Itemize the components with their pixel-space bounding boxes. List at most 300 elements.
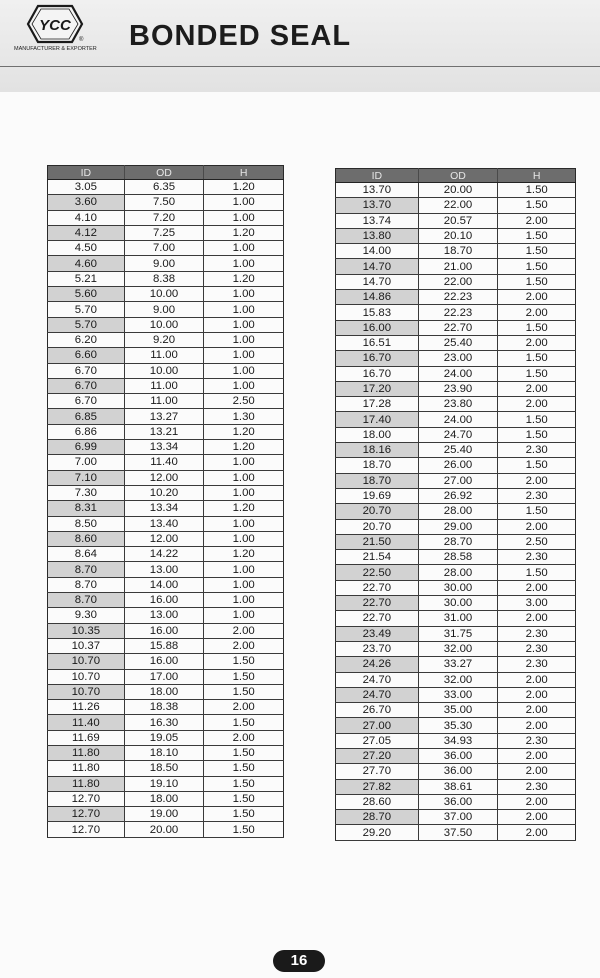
- cell-h: 1.50: [498, 244, 576, 259]
- cell-h: 1.20: [204, 547, 284, 562]
- table-row: [48, 776, 284, 791]
- seal-table-left: [47, 165, 284, 838]
- cell-id: 8.50: [48, 516, 125, 531]
- cell-id: 5.70: [48, 317, 125, 332]
- cell-id: 11.80: [48, 776, 125, 791]
- table-row: [336, 504, 576, 519]
- table-row: [48, 593, 284, 608]
- cell-id: 7.30: [48, 485, 125, 500]
- cell-h: 1.00: [204, 256, 284, 271]
- cell-od: 31.00: [418, 611, 498, 626]
- table-row: [48, 363, 284, 378]
- cell-od: 19.05: [124, 730, 204, 745]
- cell-od: 32.00: [418, 641, 498, 656]
- cell-id: 21.54: [336, 550, 419, 565]
- cell-id: 6.60: [48, 348, 125, 363]
- cell-od: 25.40: [418, 443, 498, 458]
- company-logo: [14, 4, 114, 54]
- cell-od: 32.00: [418, 672, 498, 687]
- cell-h: 1.50: [204, 669, 284, 684]
- cell-h: 2.00: [498, 305, 576, 320]
- cell-od: 22.00: [418, 198, 498, 213]
- cell-h: 2.50: [498, 534, 576, 549]
- table-row: [336, 366, 576, 381]
- table-row: [336, 534, 576, 549]
- cell-od: 24.00: [418, 412, 498, 427]
- cell-od: 30.00: [418, 596, 498, 611]
- cell-h: 1.00: [204, 455, 284, 470]
- cell-h: 2.50: [204, 394, 284, 409]
- cell-od: 26.92: [418, 488, 498, 503]
- cell-h: 2.00: [498, 580, 576, 595]
- cell-id: 17.20: [336, 381, 419, 396]
- cell-id: 19.69: [336, 488, 419, 503]
- cell-od: 25.40: [418, 335, 498, 350]
- cell-h: 1.00: [204, 577, 284, 592]
- table-row: [336, 213, 576, 228]
- cell-od: 34.93: [418, 733, 498, 748]
- table-row: [336, 611, 576, 626]
- cell-h: 2.30: [498, 779, 576, 794]
- cell-id: 3.05: [48, 180, 125, 195]
- cell-od: 19.10: [124, 776, 204, 791]
- cell-id: 10.70: [48, 684, 125, 699]
- table-row: [336, 550, 576, 565]
- cell-h: 2.00: [498, 611, 576, 626]
- cell-id: 20.70: [336, 504, 419, 519]
- cell-od: 16.00: [124, 623, 204, 638]
- cell-od: 18.00: [124, 791, 204, 806]
- column-header-h: H: [498, 169, 576, 183]
- cell-od: 7.00: [124, 241, 204, 256]
- table-row: [48, 791, 284, 806]
- cell-id: 22.70: [336, 611, 419, 626]
- cell-h: 1.20: [204, 440, 284, 455]
- cell-h: 1.00: [204, 195, 284, 210]
- cell-od: 37.00: [418, 810, 498, 825]
- table-header-row: [48, 166, 284, 180]
- table-row: [48, 531, 284, 546]
- cell-id: 22.70: [336, 596, 419, 611]
- cell-id: 13.74: [336, 213, 419, 228]
- table-row: [336, 443, 576, 458]
- table-row: [336, 519, 576, 534]
- cell-h: 1.50: [498, 412, 576, 427]
- table-row: [336, 381, 576, 396]
- column-header-od: OD: [418, 169, 498, 183]
- header-divider: [0, 66, 600, 67]
- table-row: [48, 332, 284, 347]
- cell-id: 18.70: [336, 473, 419, 488]
- cell-od: 23.00: [418, 351, 498, 366]
- cell-h: 2.00: [204, 623, 284, 638]
- cell-h: 2.30: [498, 550, 576, 565]
- cell-od: 20.10: [418, 228, 498, 243]
- cell-id: 8.60: [48, 531, 125, 546]
- cell-od: 7.25: [124, 225, 204, 240]
- cell-h: 2.00: [498, 748, 576, 763]
- cell-h: 2.00: [498, 397, 576, 412]
- cell-od: 13.21: [124, 424, 204, 439]
- table-row: [336, 397, 576, 412]
- cell-h: 1.00: [204, 287, 284, 302]
- table-row: [48, 807, 284, 822]
- logo-text: YCC: [39, 17, 71, 34]
- table-row: [48, 271, 284, 286]
- cell-id: 8.70: [48, 593, 125, 608]
- cell-od: 28.58: [418, 550, 498, 565]
- cell-id: 6.99: [48, 440, 125, 455]
- svg-text:®: ®: [79, 37, 84, 43]
- cell-od: 38.61: [418, 779, 498, 794]
- cell-id: 8.64: [48, 547, 125, 562]
- cell-od: 33.00: [418, 687, 498, 702]
- cell-h: 1.00: [204, 593, 284, 608]
- cell-id: 29.20: [336, 825, 419, 840]
- cell-od: 11.00: [124, 378, 204, 393]
- cell-od: 20.00: [124, 822, 204, 837]
- cell-od: 27.00: [418, 473, 498, 488]
- cell-h: 1.20: [204, 225, 284, 240]
- table-row: [48, 638, 284, 653]
- cell-od: 13.00: [124, 608, 204, 623]
- cell-od: 9.00: [124, 302, 204, 317]
- cell-id: 18.00: [336, 427, 419, 442]
- cell-id: 7.10: [48, 470, 125, 485]
- cell-id: 16.70: [336, 366, 419, 381]
- cell-id: 27.20: [336, 748, 419, 763]
- cell-id: 17.40: [336, 412, 419, 427]
- table-row: [336, 718, 576, 733]
- cell-id: 6.70: [48, 378, 125, 393]
- table-row: [336, 779, 576, 794]
- cell-h: 1.50: [498, 198, 576, 213]
- table-row: [48, 225, 284, 240]
- cell-h: 1.20: [204, 180, 284, 195]
- table-row: [48, 348, 284, 363]
- cell-id: 23.49: [336, 626, 419, 641]
- column-header-od: OD: [124, 166, 204, 180]
- cell-h: 1.30: [204, 409, 284, 424]
- cell-od: 6.35: [124, 180, 204, 195]
- cell-od: 21.00: [418, 259, 498, 274]
- cell-od: 7.20: [124, 210, 204, 225]
- cell-h: 1.00: [204, 241, 284, 256]
- table-row: [336, 733, 576, 748]
- cell-h: 2.00: [498, 764, 576, 779]
- cell-od: 31.75: [418, 626, 498, 641]
- cell-id: 4.50: [48, 241, 125, 256]
- table-row: [336, 794, 576, 809]
- cell-h: 2.00: [204, 638, 284, 653]
- cell-od: 14.00: [124, 577, 204, 592]
- cell-od: 18.50: [124, 761, 204, 776]
- cell-od: 18.38: [124, 700, 204, 715]
- cell-h: 1.00: [204, 531, 284, 546]
- table-row: [48, 210, 284, 225]
- cell-id: 26.70: [336, 703, 419, 718]
- cell-h: 2.00: [498, 703, 576, 718]
- table-row: [48, 654, 284, 669]
- cell-h: 2.30: [498, 626, 576, 641]
- cell-h: 1.50: [498, 504, 576, 519]
- cell-od: 22.00: [418, 274, 498, 289]
- cell-od: 35.30: [418, 718, 498, 733]
- cell-id: 24.70: [336, 672, 419, 687]
- cell-od: 28.00: [418, 504, 498, 519]
- cell-od: 16.00: [124, 654, 204, 669]
- cell-h: 2.00: [498, 810, 576, 825]
- table-row: [336, 335, 576, 350]
- table-row: [48, 287, 284, 302]
- cell-h: 1.50: [498, 183, 576, 198]
- table-row: [336, 244, 576, 259]
- cell-od: 23.80: [418, 397, 498, 412]
- table-row: [48, 394, 284, 409]
- cell-h: 1.20: [204, 424, 284, 439]
- cell-id: 4.10: [48, 210, 125, 225]
- cell-od: 36.00: [418, 794, 498, 809]
- table-row: [336, 657, 576, 672]
- cell-id: 24.26: [336, 657, 419, 672]
- cell-h: 2.00: [498, 794, 576, 809]
- column-header-id: ID: [336, 169, 419, 183]
- table-row: [336, 687, 576, 702]
- cell-h: 2.00: [498, 687, 576, 702]
- cell-id: 14.00: [336, 244, 419, 259]
- seal-table-right: [335, 168, 576, 841]
- cell-od: 18.10: [124, 745, 204, 760]
- table-row: [48, 455, 284, 470]
- cell-od: 22.23: [418, 290, 498, 305]
- cell-h: 2.00: [498, 290, 576, 305]
- cell-h: 1.50: [204, 807, 284, 822]
- cell-id: 17.28: [336, 397, 419, 412]
- cell-id: 11.80: [48, 761, 125, 776]
- table-row: [48, 195, 284, 210]
- cell-od: 24.00: [418, 366, 498, 381]
- table-row: [48, 180, 284, 195]
- cell-h: 1.00: [204, 317, 284, 332]
- cell-h: 2.00: [498, 381, 576, 396]
- company-tagline: MANUFACTURER & EXPORTER: [14, 46, 97, 52]
- cell-id: 8.31: [48, 501, 125, 516]
- cell-id: 16.70: [336, 351, 419, 366]
- table-row: [48, 256, 284, 271]
- cell-id: 15.83: [336, 305, 419, 320]
- table-row: [48, 501, 284, 516]
- cell-h: 1.50: [498, 366, 576, 381]
- cell-od: 7.50: [124, 195, 204, 210]
- cell-id: 21.50: [336, 534, 419, 549]
- table-row: [48, 715, 284, 730]
- cell-id: 3.60: [48, 195, 125, 210]
- table-row: [48, 440, 284, 455]
- cell-od: 8.38: [124, 271, 204, 286]
- cell-od: 11.00: [124, 394, 204, 409]
- table-row: [336, 458, 576, 473]
- cell-id: 10.37: [48, 638, 125, 653]
- cell-id: 6.70: [48, 394, 125, 409]
- cell-id: 6.20: [48, 332, 125, 347]
- table-row: [336, 351, 576, 366]
- cell-h: 2.00: [498, 519, 576, 534]
- cell-h: 1.50: [204, 684, 284, 699]
- table-row: [336, 596, 576, 611]
- table-row: [336, 320, 576, 335]
- cell-id: 13.70: [336, 198, 419, 213]
- cell-od: 10.00: [124, 363, 204, 378]
- cell-h: 1.50: [498, 259, 576, 274]
- cell-h: 1.50: [204, 776, 284, 791]
- table-row: [336, 290, 576, 305]
- cell-od: 17.00: [124, 669, 204, 684]
- cell-id: 24.70: [336, 687, 419, 702]
- cell-id: 28.70: [336, 810, 419, 825]
- cell-od: 13.34: [124, 440, 204, 455]
- cell-h: 1.20: [204, 501, 284, 516]
- cell-id: 23.70: [336, 641, 419, 656]
- cell-id: 14.70: [336, 274, 419, 289]
- table-row: [48, 378, 284, 393]
- cell-id: 12.70: [48, 791, 125, 806]
- table-row: [48, 302, 284, 317]
- cell-id: 22.70: [336, 580, 419, 595]
- cell-h: 2.30: [498, 641, 576, 656]
- cell-h: 1.20: [204, 271, 284, 286]
- column-header-h: H: [204, 166, 284, 180]
- cell-od: 18.00: [124, 684, 204, 699]
- cell-h: 1.00: [204, 516, 284, 531]
- cell-id: 14.86: [336, 290, 419, 305]
- table-row: [48, 485, 284, 500]
- table-row: [48, 700, 284, 715]
- cell-od: 20.57: [418, 213, 498, 228]
- cell-id: 27.05: [336, 733, 419, 748]
- cell-od: 22.70: [418, 320, 498, 335]
- table-row: [48, 424, 284, 439]
- cell-id: 8.70: [48, 577, 125, 592]
- cell-h: 2.00: [498, 718, 576, 733]
- cell-id: 18.16: [336, 443, 419, 458]
- table-row: [336, 825, 576, 840]
- cell-od: 29.00: [418, 519, 498, 534]
- cell-od: 10.20: [124, 485, 204, 500]
- table-row: [48, 822, 284, 837]
- table-row: [336, 703, 576, 718]
- cell-id: 10.70: [48, 669, 125, 684]
- cell-od: 26.00: [418, 458, 498, 473]
- cell-id: 10.70: [48, 654, 125, 669]
- cell-id: 10.35: [48, 623, 125, 638]
- cell-h: 1.50: [204, 761, 284, 776]
- cell-id: 22.50: [336, 565, 419, 580]
- cell-od: 28.00: [418, 565, 498, 580]
- cell-od: 30.00: [418, 580, 498, 595]
- cell-od: 13.27: [124, 409, 204, 424]
- cell-id: 27.70: [336, 764, 419, 779]
- cell-h: 1.50: [204, 791, 284, 806]
- cell-od: 33.27: [418, 657, 498, 672]
- cell-h: 2.30: [498, 733, 576, 748]
- cell-od: 19.00: [124, 807, 204, 822]
- cell-id: 14.70: [336, 259, 419, 274]
- cell-id: 6.70: [48, 363, 125, 378]
- table-row: [48, 730, 284, 745]
- cell-id: 5.60: [48, 287, 125, 302]
- cell-id: 6.85: [48, 409, 125, 424]
- cell-id: 28.60: [336, 794, 419, 809]
- cell-h: 1.00: [204, 485, 284, 500]
- cell-h: 1.00: [204, 378, 284, 393]
- cell-h: 2.30: [498, 657, 576, 672]
- table-row: [336, 183, 576, 198]
- cell-h: 1.50: [498, 565, 576, 580]
- cell-h: 1.50: [204, 745, 284, 760]
- cell-id: 7.00: [48, 455, 125, 470]
- cell-h: 1.00: [204, 470, 284, 485]
- cell-h: 1.50: [498, 458, 576, 473]
- cell-h: 1.50: [204, 715, 284, 730]
- cell-od: 12.00: [124, 531, 204, 546]
- cell-id: 5.70: [48, 302, 125, 317]
- ycc-logo-icon: [26, 4, 84, 44]
- cell-od: 35.00: [418, 703, 498, 718]
- cell-h: 1.00: [204, 332, 284, 347]
- table-row: [336, 473, 576, 488]
- cell-od: 10.00: [124, 317, 204, 332]
- table-row: [336, 427, 576, 442]
- table-row: [336, 580, 576, 595]
- cell-h: 1.50: [498, 274, 576, 289]
- cell-od: 28.70: [418, 534, 498, 549]
- cell-od: 10.00: [124, 287, 204, 302]
- cell-h: 1.00: [204, 562, 284, 577]
- page-header: [0, 0, 600, 92]
- cell-od: 22.23: [418, 305, 498, 320]
- table-row: [48, 562, 284, 577]
- table-row: [336, 198, 576, 213]
- cell-h: 1.50: [498, 351, 576, 366]
- cell-id: 8.70: [48, 562, 125, 577]
- cell-od: 11.00: [124, 348, 204, 363]
- table-row: [48, 669, 284, 684]
- table-row: [336, 565, 576, 580]
- cell-id: 20.70: [336, 519, 419, 534]
- cell-h: 1.50: [498, 228, 576, 243]
- table-row: [336, 748, 576, 763]
- cell-h: 2.00: [498, 335, 576, 350]
- cell-od: 36.00: [418, 764, 498, 779]
- cell-id: 4.12: [48, 225, 125, 240]
- cell-id: 11.40: [48, 715, 125, 730]
- cell-h: 1.00: [204, 608, 284, 623]
- cell-od: 20.00: [418, 183, 498, 198]
- table-row: [336, 259, 576, 274]
- cell-od: 36.00: [418, 748, 498, 763]
- table-row: [48, 317, 284, 332]
- cell-od: 9.00: [124, 256, 204, 271]
- cell-h: 2.30: [498, 443, 576, 458]
- cell-h: 2.00: [498, 213, 576, 228]
- cell-id: 11.69: [48, 730, 125, 745]
- table-row: [336, 305, 576, 320]
- table-row: [336, 228, 576, 243]
- table-row: [336, 626, 576, 641]
- cell-id: 12.70: [48, 807, 125, 822]
- cell-id: 11.80: [48, 745, 125, 760]
- cell-h: 2.00: [204, 730, 284, 745]
